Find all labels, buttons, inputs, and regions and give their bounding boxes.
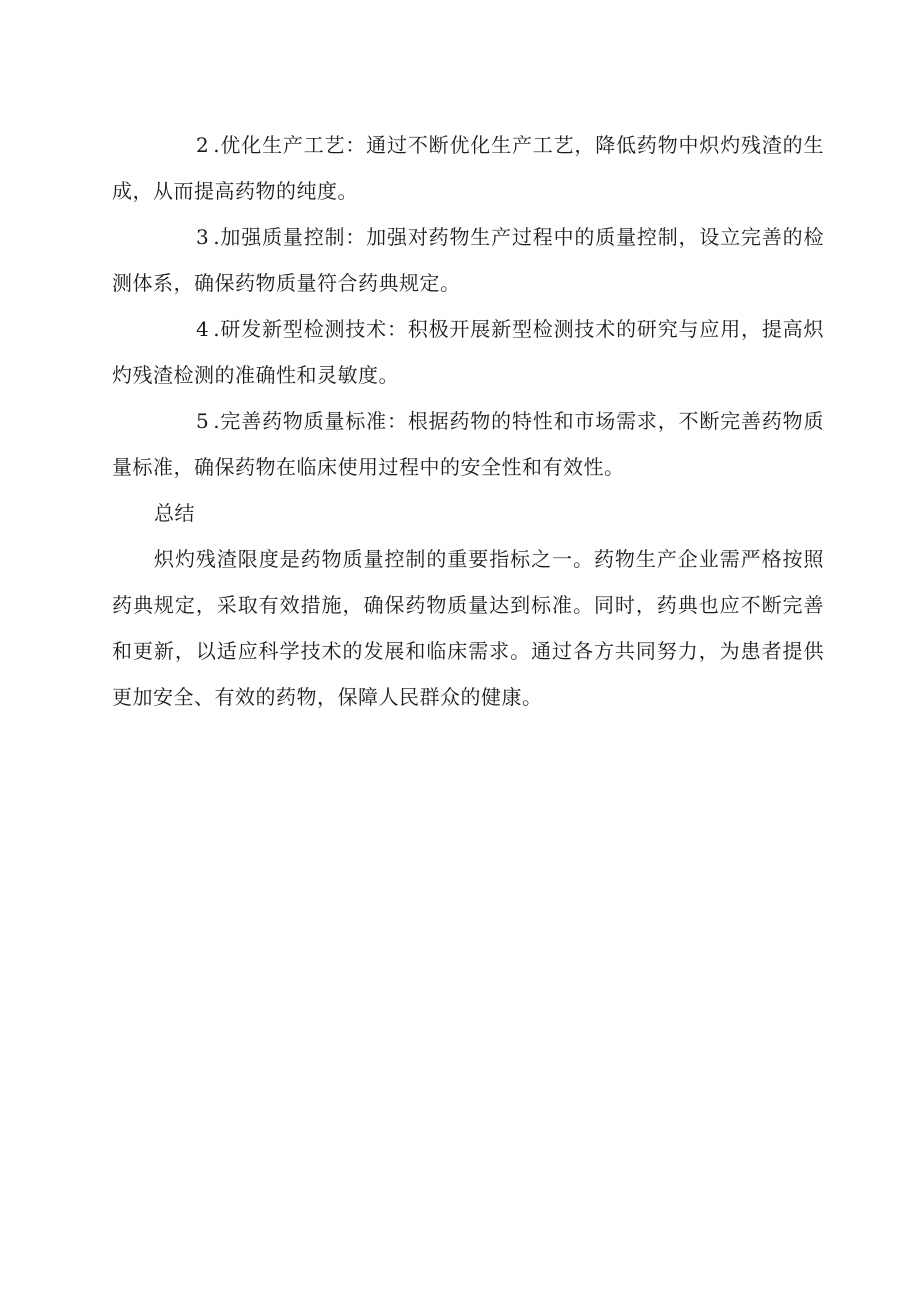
list-item xyxy=(112,122,824,214)
summary-paragraph: 炽灼残渣限度是药物质量控制的重要指标之一。药物生产企业需严格按照药典规定，采取有效措施，确保药物质量达到标准。同时，药典也应不断完善和更新，以适应科学技术的发展和临床需求。通过各方共同努力，为患者提供更加安全、有效的药物，保障人民群众的健康。 xyxy=(112,547,824,709)
item-number: 4 xyxy=(196,317,210,341)
summary-heading: 总结 xyxy=(154,501,195,525)
list-item xyxy=(112,306,824,398)
document-body xyxy=(112,122,824,720)
item-number: 5 xyxy=(196,409,210,433)
item-text: .优化生产工艺：通过不断优化生产工艺，降低药物中炽灼残渣的生成，从而提高药物的纯度。 xyxy=(112,133,824,203)
list-item xyxy=(112,214,824,306)
item-text: .加强质量控制：加强对药物生产过程中的质量控制，设立完善的检测体系，确保药物质量符合药典规定。 xyxy=(112,225,824,295)
list-item xyxy=(112,398,824,490)
item-number: 2 xyxy=(196,133,210,157)
item-text: .研发新型检测技术：积极开展新型检测技术的研究与应用，提高炽灼残渣检测的准确性和灵敏度。 xyxy=(112,317,824,387)
item-text: .完善药物质量标准：根据药物的特性和市场需求，不断完善药物质量标准，确保药物在临床使用过程中的安全性和有效性。 xyxy=(112,409,824,479)
item-number: 3 xyxy=(196,225,210,249)
